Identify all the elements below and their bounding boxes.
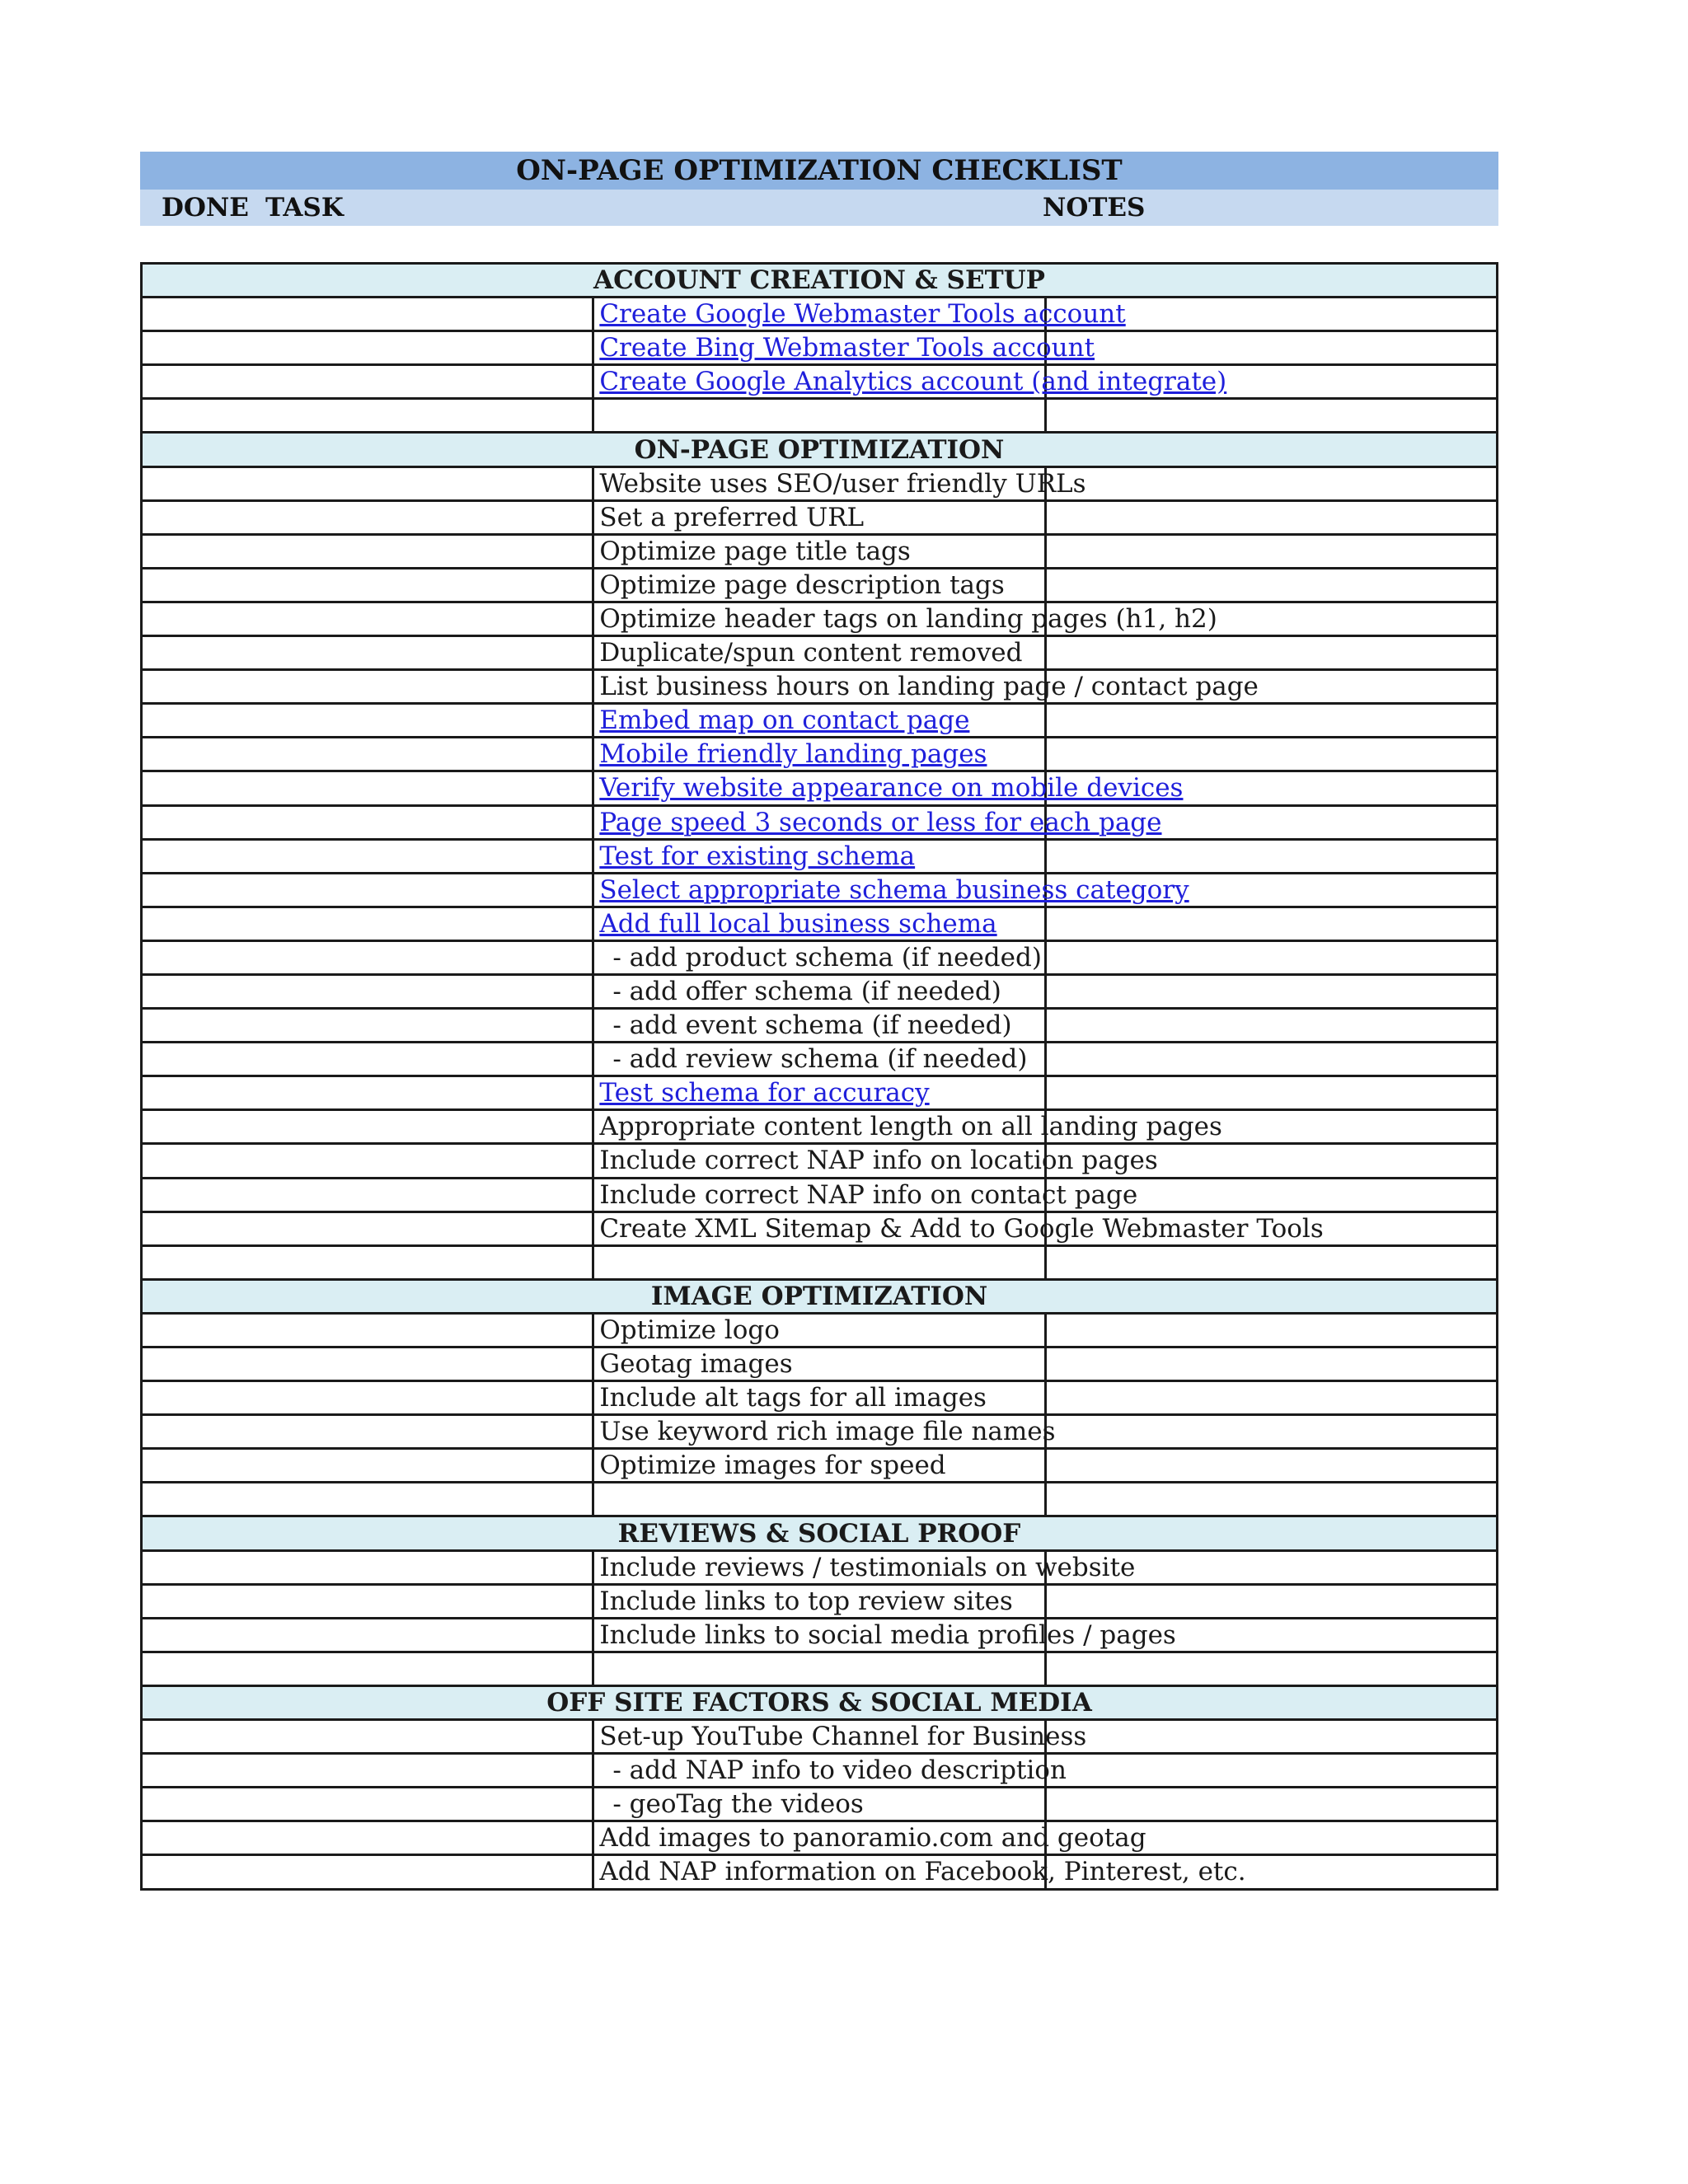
table-row [142,298,1498,331]
notes-cell[interactable] [1045,1652,1497,1685]
table-row [142,636,1498,670]
notes-cell[interactable] [1045,636,1497,670]
task-cell [593,365,1227,399]
task-cell[interactable] [593,466,1086,500]
section-title: ACCOUNT CREATION & SETUP [142,264,1498,298]
done-cell[interactable] [142,1043,593,1076]
notes-cell[interactable] [1045,1720,1497,1754]
done-cell[interactable] [142,1212,593,1245]
table-row [142,805,1498,839]
notes-cell[interactable] [1045,1584,1497,1618]
notes-cell[interactable] [1045,1483,1497,1516]
done-cell[interactable] [142,399,593,433]
task-cell [593,771,1184,805]
task-cell[interactable] [593,1178,1138,1212]
task-cell [593,298,1126,331]
table-row [142,500,1498,534]
task-link[interactable]: Embed map on contact page [599,705,970,736]
done-cell[interactable] [142,670,593,704]
task-cell[interactable] [593,1144,1158,1178]
done-cell[interactable] [142,1618,593,1652]
table-row [142,1313,1498,1347]
task-cell[interactable] [593,1381,1045,1415]
blank-row [142,399,1498,433]
column-header-row [140,190,1498,226]
done-cell[interactable] [142,1754,593,1788]
notes-cell[interactable] [1045,1754,1497,1788]
done-cell[interactable] [142,534,593,568]
done-cell[interactable] [142,873,593,907]
table-row [142,771,1498,805]
notes-cell[interactable] [1045,1043,1497,1076]
task-cell[interactable] [593,1245,1045,1279]
table-row [142,1110,1498,1144]
done-cell[interactable] [142,1788,593,1821]
task-cell[interactable] [593,1652,1045,1685]
notes-cell[interactable] [1045,704,1497,738]
notes-cell[interactable] [1045,331,1497,365]
done-cell[interactable] [142,771,593,805]
task-text: Include alt tags for all images [599,1383,987,1413]
done-cell[interactable] [142,1245,593,1279]
checklist-sheet [140,152,1498,1891]
table-row [142,1076,1498,1110]
done-cell[interactable] [142,940,593,974]
task-cell[interactable] [593,1788,1045,1821]
task-text: Set a preferred URL [599,502,865,532]
task-cell[interactable] [593,399,1045,433]
task-text: List business hours on landing page / contact page [599,672,1259,702]
task-cell[interactable] [593,1720,1087,1754]
notes-cell[interactable] [1045,534,1497,568]
table-row [142,1788,1498,1821]
table-row [142,1550,1498,1584]
done-cell[interactable] [142,466,593,500]
task-text: - add event schema (if needed) [612,1010,1012,1041]
notes-cell[interactable] [1045,1245,1497,1279]
section-title: IMAGE OPTIMIZATION [142,1279,1498,1313]
task-text: Optimize logo [599,1315,780,1345]
table-row [142,466,1498,500]
table-row [142,602,1498,635]
done-cell[interactable] [142,1144,593,1178]
done-cell[interactable] [142,1347,593,1381]
task-cell[interactable] [593,1618,1176,1652]
task-cell[interactable] [593,940,1045,974]
table-row [142,1720,1498,1754]
task-cell[interactable] [593,1347,1045,1381]
notes-cell[interactable] [1045,568,1497,602]
table-row [142,1212,1498,1245]
done-cell[interactable] [142,1550,593,1584]
section-header-row [142,1516,1498,1550]
task-text: Optimize page title tags [599,536,911,566]
done-cell[interactable] [142,602,593,635]
task-cell[interactable] [593,1043,1045,1076]
task-link[interactable]: Create Google Webmaster Tools account [599,299,1126,330]
task-link[interactable]: Add full local business schema [599,908,997,939]
task-cell [593,839,1045,873]
notes-cell[interactable] [1045,1076,1497,1110]
task-cell [593,738,1045,771]
task-cell[interactable] [593,534,1045,568]
table-row [142,873,1498,907]
done-cell[interactable] [142,1415,593,1449]
task-cell[interactable] [593,1415,1056,1449]
checklist-table [140,262,1498,1891]
notes-cell[interactable] [1045,738,1497,771]
task-text: Add NAP information on Facebook, Pinterest, etc. [599,1857,1246,1887]
done-cell[interactable] [142,738,593,771]
done-cell[interactable] [142,636,593,670]
task-text: Include links to social media profiles / pages [599,1619,1176,1650]
done-cell[interactable] [142,1009,593,1043]
task-link[interactable]: Create Google Analytics account (and integrate) [599,367,1227,397]
section-header-row [142,264,1498,298]
task-link[interactable]: Mobile friendly landing pages [599,739,987,770]
section-header-row [142,1685,1498,1719]
done-cell[interactable] [142,839,593,873]
task-cell[interactable] [593,1754,1067,1788]
table-row [142,1009,1498,1043]
task-cell [593,907,1045,940]
task-cell[interactable] [593,500,1045,534]
done-cell[interactable] [142,500,593,534]
notes-cell[interactable] [1045,1347,1497,1381]
table-row [142,1347,1498,1381]
table-row [142,534,1498,568]
section-header-row [142,1279,1498,1313]
notes-cell[interactable] [1045,839,1497,873]
blank-row [142,1483,1498,1516]
task-cell [593,1076,1045,1110]
table-row [142,940,1498,974]
notes-cell[interactable] [1045,1313,1497,1347]
task-cell[interactable] [593,568,1045,602]
task-text: Include reviews / testimonials on website [599,1552,1136,1582]
page-title: ON-PAGE OPTIMIZATION CHECKLIST [140,152,1498,190]
column-header-task: TASK [265,193,344,223]
task-cell[interactable] [593,602,1217,635]
task-link[interactable]: Select appropriate schema business category [599,874,1189,905]
table-row [142,839,1498,873]
table-row [142,1415,1498,1449]
table-row [142,1449,1498,1483]
done-cell[interactable] [142,1110,593,1144]
task-text: Optimize header tags on landing pages (h1, h2) [599,603,1217,634]
table-row [142,1754,1498,1788]
task-link[interactable]: Verify website appearance on mobile devices [599,773,1184,804]
task-cell[interactable] [593,1212,1324,1245]
done-cell[interactable] [142,1584,593,1618]
done-cell[interactable] [142,1720,593,1754]
task-cell [593,873,1189,907]
table-row [142,1144,1498,1178]
task-text: - add NAP info to video description [612,1755,1067,1786]
notes-cell[interactable] [1045,974,1497,1008]
section-title: REVIEWS & SOCIAL PROOF [142,1516,1498,1550]
done-cell[interactable] [142,331,593,365]
task-text: Website uses SEO/user friendly URLs [599,468,1086,499]
table-row [142,1821,1498,1855]
done-cell[interactable] [142,568,593,602]
task-cell[interactable] [593,1110,1222,1144]
done-cell[interactable] [142,1449,593,1483]
task-text: Add images to panoramio.com and geotag [599,1823,1146,1854]
table-row [142,738,1498,771]
task-text: - geoTag the videos [612,1789,864,1820]
blank-row [142,1652,1498,1685]
table-row [142,365,1498,399]
done-cell[interactable] [142,1178,593,1212]
done-cell[interactable] [142,704,593,738]
task-text: Include correct NAP info on contact page [599,1179,1138,1210]
task-text: Set-up YouTube Channel for Business [599,1722,1087,1752]
blank-row [142,1245,1498,1279]
notes-cell[interactable] [1045,1009,1497,1043]
table-row [142,1178,1498,1212]
task-text: Use keyword rich image file names [599,1417,1056,1447]
table-row [142,1381,1498,1415]
task-text: Optimize page description tags [599,569,1005,600]
task-cell[interactable] [593,974,1045,1008]
task-text: - add product schema (if needed) [612,942,1042,972]
done-cell[interactable] [142,1483,593,1516]
task-cell[interactable] [593,1483,1045,1516]
task-text: Optimize images for speed [599,1451,946,1481]
task-cell [593,704,1045,738]
table-row [142,974,1498,1008]
section-header-row [142,433,1498,466]
done-cell[interactable] [142,805,593,839]
done-cell[interactable] [142,365,593,399]
task-text: Geotag images [599,1349,793,1380]
done-cell[interactable] [142,1821,593,1855]
table-row [142,568,1498,602]
task-cell[interactable] [593,1313,1045,1347]
task-cell [593,331,1095,365]
notes-cell[interactable] [1045,1415,1497,1449]
notes-cell[interactable] [1045,907,1497,940]
task-cell[interactable] [593,670,1259,704]
table-row [142,331,1498,365]
notes-cell[interactable] [1045,1381,1497,1415]
notes-cell[interactable] [1045,940,1497,974]
notes-cell[interactable] [1045,1788,1497,1821]
done-cell[interactable] [142,907,593,940]
task-cell[interactable] [593,1584,1045,1618]
task-text: Duplicate/spun content removed [599,638,1023,668]
task-cell[interactable] [593,1449,1045,1483]
task-cell[interactable] [593,636,1045,670]
task-cell[interactable] [593,1855,1246,1889]
column-header-done: DONE [162,193,249,223]
notes-cell[interactable] [1045,1449,1497,1483]
notes-cell[interactable] [1045,466,1497,500]
table-row [142,704,1498,738]
task-text: Appropriate content length on all landing pages [599,1112,1222,1142]
done-cell[interactable] [142,1313,593,1347]
task-text: - add review schema (if needed) [612,1044,1028,1075]
task-cell [593,805,1162,839]
done-cell[interactable] [142,1855,593,1889]
task-link[interactable]: Page speed 3 seconds or less for each page [599,807,1162,837]
done-cell[interactable] [142,298,593,331]
done-cell[interactable] [142,974,593,1008]
task-cell[interactable] [593,1550,1136,1584]
notes-cell[interactable] [1045,500,1497,534]
done-cell[interactable] [142,1076,593,1110]
table-row [142,670,1498,704]
task-link[interactable]: Test schema for accuracy [599,1078,930,1108]
section-title: OFF SITE FACTORS & SOCIAL MEDIA [142,1685,1498,1719]
task-link[interactable]: Test for existing schema [599,841,916,871]
task-cell[interactable] [593,1821,1146,1855]
task-text: - add offer schema (if needed) [612,977,1001,1007]
table-row [142,1618,1498,1652]
table-row [142,907,1498,940]
done-cell[interactable] [142,1381,593,1415]
table-row [142,1584,1498,1618]
task-text: Include correct NAP info on location pages [599,1146,1158,1176]
task-link[interactable]: Create Bing Webmaster Tools account [599,333,1095,363]
column-header-notes: NOTES [1043,193,1146,223]
table-row [142,1043,1498,1076]
table-row [142,1855,1498,1889]
section-title: ON-PAGE OPTIMIZATION [142,433,1498,466]
done-cell[interactable] [142,1652,593,1685]
task-cell[interactable] [593,1009,1045,1043]
task-text: Create XML Sitemap & Add to Google Webmaster Tools [599,1213,1324,1244]
notes-cell[interactable] [1045,399,1497,433]
task-text: Include links to top review sites [599,1586,1013,1616]
